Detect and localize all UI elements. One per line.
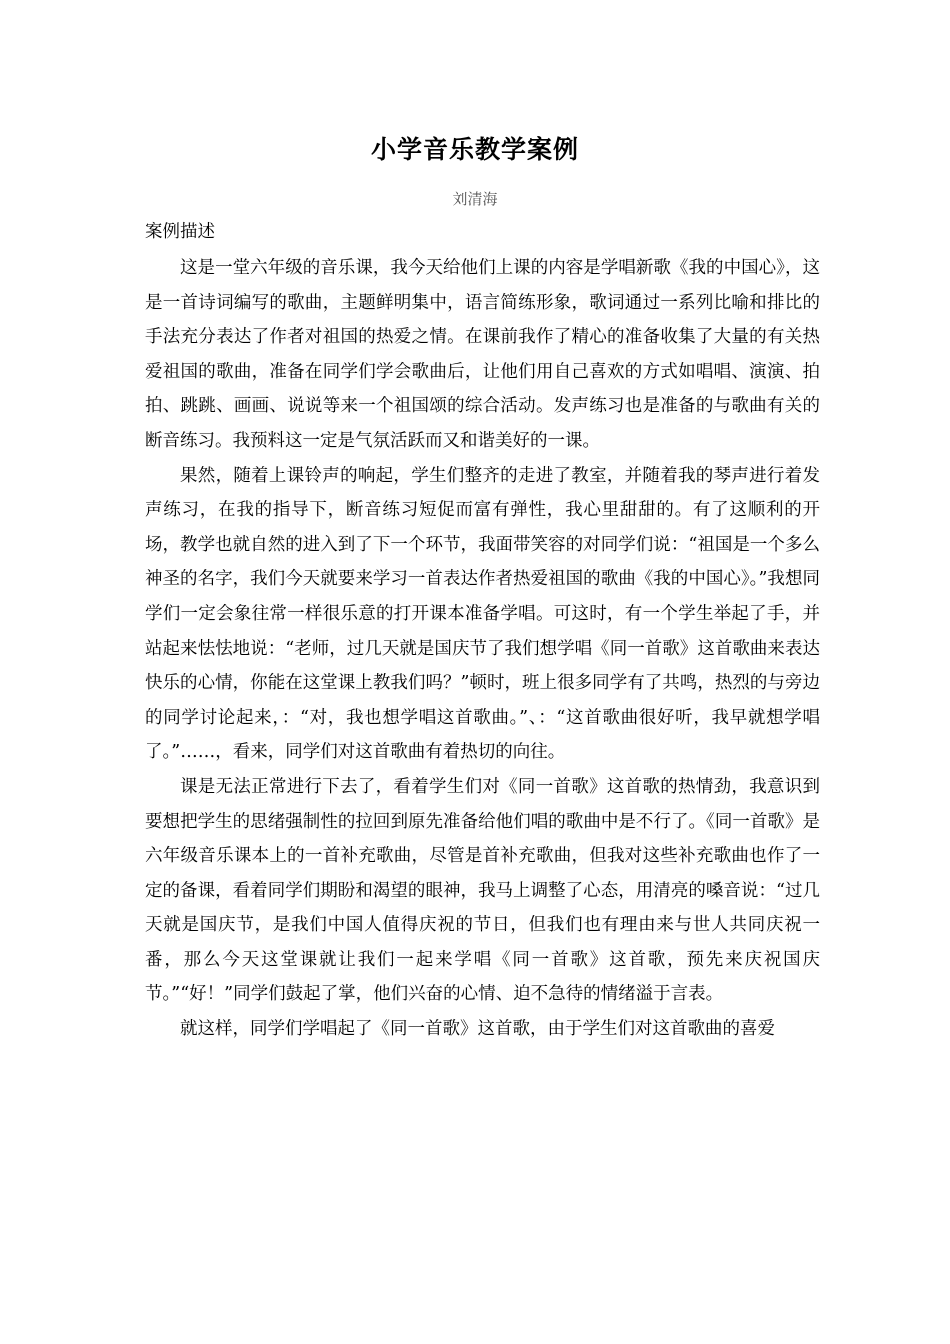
paragraph: 果然，随着上课铃声的响起，学生们整齐的走进了教室，并随着我的琴声进行着发声练习，在我的指导下，断音练习短促而富有弹性，我心里甜甜的。有了这顺利的开场，教学也就自然的进入到了下一个环节，我面带笑容的对同学们说：“祖国是一个多么神圣的名字，我们今天就要来学习一首表达作者热爱祖国的歌曲《我的中国心》。”我想同学们一定会象往常一样很乐意的打开课本准备学唱。可这时，有一个学生举起了手，并站起来怯怯地说：“老师，过几天就是国庆节了我们想学唱《同一首歌》这首歌曲来表达快乐的心情，你能在这堂课上教我们吗？”顿时，班上很多同学有了共鸣，热烈的与旁边的同学讨论起来，：“对，我也想学唱这首歌曲。”、：“这首歌曲很好听，我早就想学唱了。”……，看来，同学们对这首歌曲有着热切的向往。: [145, 465, 820, 763]
section-heading: 案例描述: [145, 222, 215, 242]
author-name: 刘清海: [452, 190, 498, 208]
body-text: [145, 251, 820, 1047]
paragraph: 就这样，同学们学唱起了《同一首歌》这首歌，由于学生们对这首歌曲的喜爱: [180, 1019, 775, 1040]
page-title: 小学音乐教学案例: [370, 135, 579, 164]
paragraph: 课是无法正常进行下去了，看着学生们对《同一首歌》这首歌的热情劲，我意识到要想把学生的思绪强制性的拉回到原先准备给他们唱的歌曲中是不行了。《同一首歌》是六年级音乐课本上的一首补充歌曲，尽管是首补充歌曲，但我对这些补充歌曲也作了一定的备课，看着同学们期盼和渴望的眼神，我马上调整了心态，用清亮的嗓音说：“过几天就是国庆节，是我们中国人值得庆祝的节日，但我们也有理由来与世人共同庆祝一番，那么今天这堂课就让我们一起来学唱《同一首歌》这首歌，预先来庆祝国庆节。”“好！”同学们鼓起了掌，他们兴奋的心情、迫不急待的情绪溢于言表。: [145, 776, 820, 1005]
paragraph: 这是一堂六年级的音乐课，我今天给他们上课的内容是学唱新歌《我的中国心》，这是一首诗词编写的歌曲，主题鲜明集中，语言简练形象，歌词通过一系列比喻和排比的手法充分表达了作者对祖国的热爱之情。在课前我作了精心的准备收集了大量的有关热爱祖国的歌曲，准备在同学们学会歌曲后，让他们用自己喜欢的方式如唱唱、演演、拍拍、跳跳、画画、说说等来一个祖国颂的综合活动。发声练习也是准备的与歌曲有关的断音练习。我预料这一定是气氛活跃而又和谐美好的一课。: [145, 258, 820, 451]
